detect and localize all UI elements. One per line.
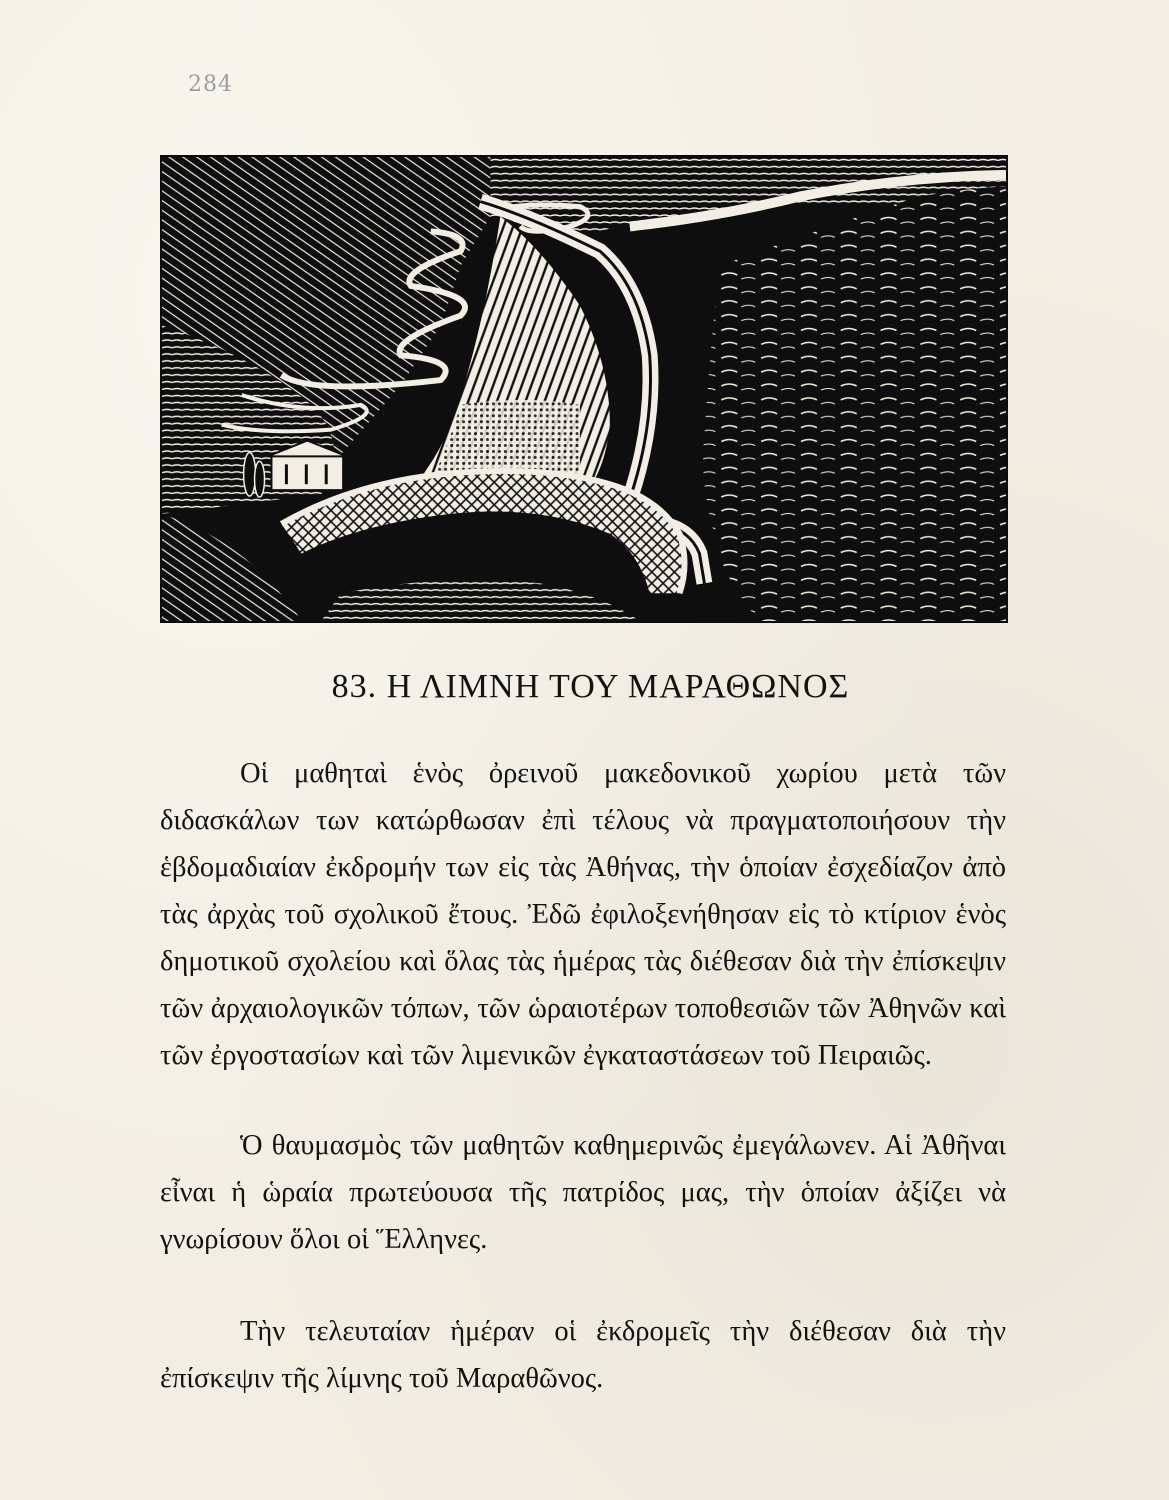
marathon-dam-illustration: [160, 155, 1008, 623]
paragraph-3: Τὴν τελευταίαν ἡμέραν οἱ ἐκδρομεῖς τὴν διέθεσαν διὰ τὴν ἐπίσκεψιν τῆς λίμνης τοῦ Μαραθῶνος.: [160, 1316, 1006, 1394]
page-number: 284: [188, 72, 233, 97]
section-heading: 83. Η ΛΙΜΝΗ ΤΟΥ ΜΑΡΑΘΩΝΟΣ: [331, 668, 850, 705]
paragraph-2: Ὁ θαυμασμὸς τῶν μαθητῶν καθημερινῶς ἐμεγάλωνεν. Αἱ Ἀθῆναι εἶναι ἡ ὡραία πρωτεύουσα τῆς πατρίδος μας, τὴν ὁποίαν ἀξίζει νὰ γνωρίσουν ὅλοι οἱ Ἕλληνες.: [160, 1130, 1006, 1255]
paragraph-1: Οἱ μαθηταὶ ἑνὸς ὀρεινοῦ μακεδονικοῦ χωρίου μετὰ τῶν διδασκάλων των κατώρθωσαν ἐπὶ τέλους νὰ πραγματοποιήσουν τὴν ἑβδομαδιαίαν ἐκδρομήν των εἰς τὰς Ἀθήνας, τὴν ὁποίαν ἐσχεδίαζον ἀπὸ τὰς ἀρχὰς τοῦ σχολικοῦ ἔτους. Ἐδῶ ἐφιλοξενήθησαν εἰς τὸ κτίριον ἑνὸς δημοτικοῦ σχολείου καὶ ὅλας τὰς ἡμέρας τὰς διέθεσαν διὰ τὴν ἐπίσκεψιν τῶν ἀρχαιολογικῶν τόπων, τῶν ὡραιοτέρων τοποθεσιῶν τῶν Ἀθηνῶν καὶ τῶν ἐργοστασίων καὶ τῶν λιμενικῶν ἐγκαταστάσεων τοῦ Πειραιῶς.: [160, 758, 1006, 1071]
